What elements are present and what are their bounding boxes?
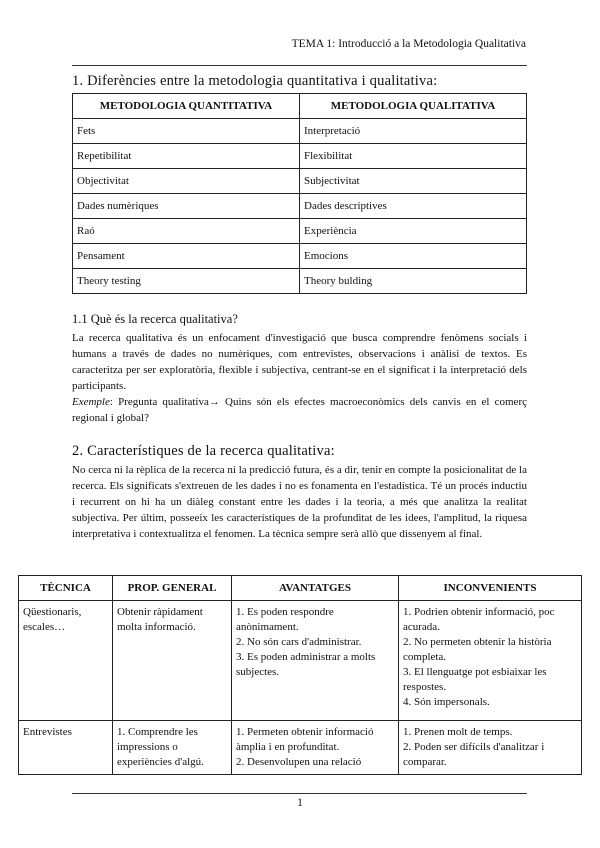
cell-tecnica: Qüestionaris, escales… [19,601,113,721]
example-label: Exemple [72,396,110,408]
list-item: 1. Es poden respondre anònimament. [236,606,334,633]
table-cell: Theory testing [73,269,300,294]
list-item: 2. No són cars d'administrar. [236,636,362,648]
table-row [19,601,582,721]
table-header: PROP. GENERAL [113,576,232,601]
table-cell: Fets [73,119,300,144]
example-paragraph [72,394,527,426]
header-rule [72,65,527,66]
table-header: METODOLOGIA QUANTITATIVA [73,94,300,119]
example-text: : Pregunta qualitativa→ Quins són els efectes macroeconòmics dels canvis en el comerç regional i global? [72,396,527,424]
table-cell: Dades descriptives [300,194,527,219]
paragraph: La recerca qualitativa és un enfocament d'investigació que busca comprendre fenòmens socials i humans a través de dades no numèriques, com entrevistes, observacions i anàlisi de textos. Es caracteritza per ser exploratòria, flexible i subjectiva, centrant-se en el significat i la interpretació dels participants. [72,332,527,392]
cell-inconvenients [399,721,582,775]
table-header: AVANTATGES [232,576,399,601]
table-cell: Emocions [300,244,527,269]
table-header: INCONVENIENTS [399,576,582,601]
list-item: 2. No permeten obtenir la història completa. [403,636,552,663]
footer-rule [72,793,527,794]
table-row [19,721,582,775]
techniques-table [18,575,582,775]
table-row [73,219,527,244]
list-item: 2. Desenvolupen una relació [236,756,362,768]
running-header: TEMA 1: Introducció a la Metodologia Qualitativa [291,38,526,50]
table-row [73,144,527,169]
cell-prop: Obtenir ràpidament molta informació. [113,601,232,721]
section-2-title: 2. Característiques de la recerca qualitativa: [72,443,335,459]
table-cell: Objectivitat [73,169,300,194]
table-cell: Experiència [300,219,527,244]
comparison-table [72,93,527,294]
table-cell: Subjectivitat [300,169,527,194]
page-number: 1 [297,797,303,809]
section-2-body [72,462,527,542]
table-cell: Theory bulding [300,269,527,294]
table-row [73,119,527,144]
section-1-1-title: 1.1 Què és la recerca qualitativa? [72,312,238,326]
section-1-1-body [72,330,527,426]
list-item: 1. Prenen molt de temps. [403,726,513,738]
cell-inconvenients [399,601,582,721]
table-row [73,169,527,194]
table-row [73,244,527,269]
table-row [73,194,527,219]
list-item: 4. Són impersonals. [403,696,490,708]
list-item: 3. Es poden administrar a molts subjectes. [236,651,376,678]
section-1-title: 1. Diferències entre la metodologia quantitativa i qualitativa: [72,73,438,89]
table-header: TÈCNICA [19,576,113,601]
list-item: 3. El llenguatge pot esbiaixar les respostes. [403,666,547,693]
table-cell: Dades numèriques [73,194,300,219]
cell-avantatges [232,601,399,721]
cell-prop: 1. Comprendre les impressions o experiències d'algú. [113,721,232,775]
paragraph: No cerca ni la rèplica de la recerca ni la predicció futura, és a dir, tenir en compte la posicionalitat de la recerca. Els significats s'extreuen de les dades i no es fonamenta en l'estadística. Té un procés inductiu i recurrent on hi ha un diàleg constant entre les dades i la teoria, a més que analitza la realitat subjectiva. Per últim, posseeix les característiques de la profunditat de les idees, l'amplitud, la riquesa interpretativa i contextualitza el fenomen. La tècnica sempre serà allò que dissenyem al final. [72,464,527,540]
table-row [73,269,527,294]
table-header: METODOLOGIA QUALITATIVA [300,94,527,119]
cell-tecnica: Entrevistes [19,721,113,775]
list-item: 1. Podrien obtenir informació, poc acurada. [403,606,555,633]
table-cell: Interpretació [300,119,527,144]
list-item: 2. Poden ser difícils d'analitzar i comparar. [403,741,545,768]
table-cell: Repetibilitat [73,144,300,169]
table-cell: Raó [73,219,300,244]
table-cell: Flexibilitat [300,144,527,169]
list-item: 1. Permeten obtenir informació àmplia i en profunditat. [236,726,374,753]
cell-avantatges [232,721,399,775]
table-cell: Pensament [73,244,300,269]
